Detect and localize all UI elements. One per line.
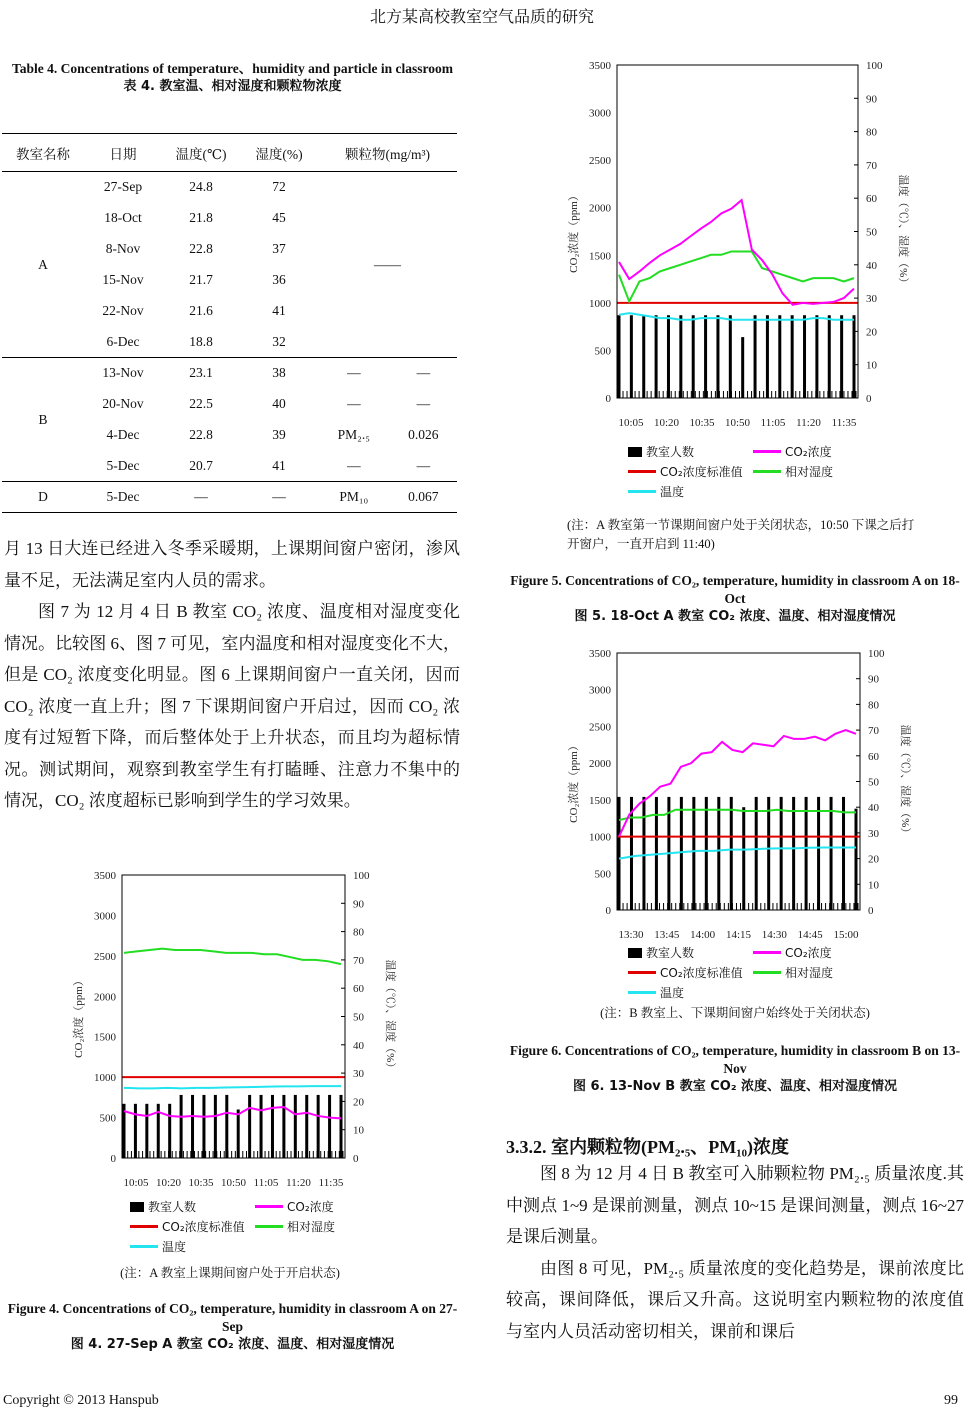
classroom-name: A <box>38 256 48 272</box>
legend-swatch <box>255 1225 283 1228</box>
y2-tick-label: 60 <box>866 193 877 206</box>
x-tick-label: 10:05 <box>123 1177 149 1189</box>
y2-tick-label: 10 <box>353 1124 364 1137</box>
y2-tick-label: 10 <box>868 879 879 892</box>
table-cell: — <box>416 365 431 381</box>
y-tick-label: 3000 <box>589 684 611 697</box>
col-header: 日期 <box>109 146 137 162</box>
occupancy-bar <box>180 1095 183 1158</box>
occupancy-bar <box>260 1095 263 1158</box>
humidity-line <box>619 810 856 820</box>
table-cell: 6-Dec <box>106 333 140 349</box>
y-tick-label: 2000 <box>589 758 611 771</box>
table-cell: PM₂.₅ <box>337 427 370 442</box>
y-tick-label: 1000 <box>94 1072 116 1085</box>
col-header: 温度(℃) <box>175 146 227 162</box>
legend-item-humidity <box>753 463 833 480</box>
y2-tick-label: 30 <box>353 1068 364 1081</box>
occupancy-bar <box>778 315 781 398</box>
occupancy-bar <box>317 1095 320 1158</box>
y2-tick-label: 50 <box>866 226 877 239</box>
y-tick-label: 3000 <box>94 910 116 923</box>
x-tick-label: 14:15 <box>725 929 752 941</box>
y2-tick-label: 80 <box>868 699 879 712</box>
x-tick-label: 11:20 <box>286 1177 311 1189</box>
legend-swatch <box>753 971 781 974</box>
y-tick-label: 500 <box>99 1112 116 1125</box>
table-cell: — <box>194 489 208 504</box>
particle-merged-cell: —— <box>374 256 401 272</box>
legend-item-humidity <box>753 964 833 981</box>
table-cell: 21.6 <box>189 303 213 318</box>
data-table <box>2 133 457 513</box>
occupancy-bar <box>680 797 683 910</box>
body-text-left <box>4 533 460 817</box>
occupancy-bar <box>214 1095 217 1158</box>
y2-tick-label: 70 <box>353 954 364 967</box>
legend-item-humidity <box>255 1218 335 1235</box>
y-axis-label: CO₂浓度（ppm） <box>568 740 580 823</box>
occupancy-bar <box>667 315 670 398</box>
legend-swatch <box>628 991 656 994</box>
occupancy-bar <box>828 315 831 398</box>
x-tick-label: 11:35 <box>318 1177 344 1189</box>
y2-tick-label: 40 <box>353 1039 364 1052</box>
table-cell: 18-Oct <box>104 210 142 225</box>
occupancy-bar <box>282 1095 285 1158</box>
y-tick-label: 0 <box>110 1153 116 1165</box>
figure-4-note: (注：A 教室上课期间窗户处于开启状态) <box>120 1266 340 1280</box>
y2-tick-label: 70 <box>866 159 877 172</box>
occupancy-bar <box>855 809 858 910</box>
copyright: Copyright © 2013 Hanspub <box>3 1393 159 1408</box>
y-tick-label: 2000 <box>94 991 116 1004</box>
y-tick-label: 2500 <box>589 155 611 168</box>
occupancy-bar <box>618 797 621 910</box>
table-row <box>2 482 457 513</box>
x-tick-label: 13:30 <box>618 929 644 941</box>
figure-caption-zh: 图 6. 13-Nov B 教室 CO₂ 浓度、温度、相对湿度情况 <box>572 1079 898 1094</box>
occupancy-bar <box>805 797 808 910</box>
y2-tick-label: 70 <box>868 725 879 738</box>
y2-tick-label: 0 <box>866 393 872 405</box>
co2-line <box>619 730 856 836</box>
table-cell: 18.8 <box>189 333 213 349</box>
figure-caption-en: Figure 4. Concentrations of CO₂, temperature, humidity in classroom A on 27-Sep <box>7 1301 458 1334</box>
y2-tick-label: 10 <box>866 359 877 372</box>
figure-caption-zh: 图 5. 18-Oct A 教室 CO₂ 浓度、温度、相对湿度情况 <box>574 609 896 624</box>
legend-label: 教室人数 <box>646 445 695 459</box>
legend-item-temperature <box>628 483 684 500</box>
legend-swatch <box>628 447 642 457</box>
co2-line <box>124 1107 341 1118</box>
occupancy-bar <box>842 797 845 910</box>
table-caption-en: Table 4. Concentrations of temperature、humidity and particle in classroom <box>11 61 454 76</box>
x-tick-label: 10:20 <box>155 1177 182 1189</box>
occupancy-bar <box>642 315 645 398</box>
legend-label: CO₂浓度 <box>785 946 832 960</box>
y-tick-label: 3500 <box>589 648 611 660</box>
table-cell: 36 <box>272 272 286 287</box>
y-tick-label: 0 <box>605 393 611 405</box>
occupancy-bar <box>168 1104 171 1158</box>
y2-tick-label: 60 <box>868 750 879 763</box>
y2-tick-label: 40 <box>866 259 877 272</box>
legend-label: CO₂浓度 <box>287 1200 334 1214</box>
y2-tick-label: 40 <box>868 802 879 815</box>
y2-tick-label: 100 <box>353 870 370 882</box>
y2-axis-label: 温度（℃）、湿度（%） <box>899 724 911 839</box>
table-cell: 21.7 <box>189 272 213 287</box>
table-caption-zh: 表 4. 教室温、相对湿度和颗粒物浓度 <box>123 79 342 94</box>
y2-axis-label: 温度（℃）、湿度（%） <box>897 174 909 289</box>
occupancy-bar <box>202 1095 205 1158</box>
occupancy-bar <box>340 1095 343 1158</box>
plot-frame <box>617 653 860 910</box>
occupancy-bar <box>271 1095 274 1158</box>
occupancy-bar <box>145 1104 148 1158</box>
legend-swatch <box>753 951 781 954</box>
occupancy-bar <box>791 315 794 398</box>
legend-item-occupancy <box>628 443 694 460</box>
occupancy-bar <box>618 315 621 398</box>
y2-tick-label: 0 <box>353 1153 359 1165</box>
figure-6-note: (注：B 教室上、下课期间窗户始终处于关闭状态) <box>600 1006 870 1020</box>
legend-swatch <box>628 470 656 473</box>
occupancy-bar <box>792 797 795 910</box>
table-cell: 0.026 <box>408 427 439 442</box>
table-row <box>2 358 457 389</box>
legend-item-occupancy <box>628 944 694 961</box>
y-tick-label: 1500 <box>589 250 611 263</box>
occupancy-bar <box>692 315 695 398</box>
occupancy-bar <box>853 315 856 398</box>
occupancy-bar <box>767 797 770 910</box>
col-header: 教室名称 <box>16 146 70 162</box>
table-cell: 38 <box>272 365 286 381</box>
occupancy-bar <box>780 797 783 910</box>
occupancy-bar <box>755 797 758 910</box>
y-tick-label: 1000 <box>589 831 611 844</box>
x-tick-label: 15:00 <box>833 929 859 941</box>
legend-swatch <box>628 971 656 974</box>
y-tick-label: 3500 <box>589 60 611 72</box>
humidity-line <box>124 949 341 965</box>
y2-tick-label: 90 <box>866 93 877 106</box>
table-cell: — <box>347 457 361 473</box>
legend-item-temperature <box>130 1238 186 1255</box>
figure-6-caption <box>505 1042 965 1096</box>
x-tick-label: 11:05 <box>253 1177 279 1189</box>
occupancy-bar <box>716 315 719 398</box>
y-tick-label: 2000 <box>589 202 611 215</box>
section-heading: 3.3.2. 室内颗粒物(PM₂.₅、PM₁₀)浓度 <box>506 1137 790 1157</box>
occupancy-bar <box>679 315 682 398</box>
legend-item-temperature <box>628 984 684 1001</box>
figure-4-chart <box>60 860 396 1190</box>
legend-label: 温度 <box>660 485 685 499</box>
paragraph: 月 13 日大连已经进入冬季采暖期，上课期间窗户密闭，渗风量不足，无法满足室内人员的需求。 <box>4 539 460 590</box>
occupancy-bar <box>630 315 633 398</box>
occupancy-bar <box>237 1109 240 1158</box>
x-tick-label: 14:30 <box>761 929 787 941</box>
temperature-line <box>619 313 854 320</box>
col-header: 湿度(%) <box>255 146 303 162</box>
legend-label: CO₂浓度标准值 <box>660 465 743 479</box>
x-tick-label: 13:45 <box>654 929 680 941</box>
paragraph: 由图 8 可见，PM₂.₅ 质量浓度的变化趋势是，课前浓度比较高，课间降低，课后又升高。这说明室内颗粒物的浓度值与室内人员活动密切相关，课前和课后 <box>506 1258 964 1341</box>
occupancy-bar <box>840 315 843 398</box>
legend-label: 温度 <box>660 986 685 1000</box>
y-tick-label: 0 <box>605 905 611 917</box>
table-cell: 15-Nov <box>102 272 144 287</box>
table-cell: 13-Nov <box>102 365 144 381</box>
y-tick-label: 2500 <box>94 950 116 963</box>
table-cell: 20-Nov <box>102 396 144 411</box>
table-cell: 41 <box>272 303 286 318</box>
x-tick-label: 10:50 <box>220 1177 247 1189</box>
figure-5-chart <box>555 55 915 445</box>
table-cell: 5-Dec <box>106 489 140 504</box>
figure-6-legend <box>628 944 888 1000</box>
x-tick-label: 11:35 <box>831 417 857 429</box>
x-tick-label: 10:35 <box>188 1177 214 1189</box>
figure-6-chart <box>555 645 915 945</box>
x-tick-label: 10:50 <box>724 417 751 429</box>
table-cell: 22-Nov <box>102 303 144 318</box>
figure-caption-zh: 图 4. 27-Sep A 教室 CO₂ 浓度、温度、相对湿度情况 <box>70 1337 395 1352</box>
legend-label: 教室人数 <box>646 946 695 960</box>
table-header-row <box>2 134 457 172</box>
legend-swatch <box>753 470 781 473</box>
classroom-name: D <box>38 489 48 504</box>
table-cell: 22.8 <box>189 427 213 442</box>
table-cell: 21.8 <box>189 210 213 225</box>
y-axis-label: CO₂浓度（ppm） <box>568 190 580 273</box>
occupancy-bar <box>705 797 708 910</box>
occupancy-bar <box>754 315 757 398</box>
table-cell: — <box>416 457 431 473</box>
table-cell: 37 <box>272 241 286 256</box>
x-tick-label: 10:05 <box>618 417 644 429</box>
legend-item-co2 <box>753 443 832 460</box>
figure-caption-en: Figure 6. Concentrations of CO₂, temperature, humidity in classroom B on 13-Nov <box>509 1043 961 1076</box>
classroom-name: B <box>38 411 48 427</box>
legend-label: 相对湿度 <box>287 1220 336 1234</box>
temperature-line <box>124 1086 341 1088</box>
legend-label: 温度 <box>162 1240 187 1254</box>
occupancy-bar <box>305 1095 308 1158</box>
x-tick-label: 11:20 <box>796 417 821 429</box>
occupancy-bar <box>766 315 769 398</box>
plot-frame <box>617 65 858 398</box>
occupancy-bar <box>830 797 833 910</box>
y-tick-label: 500 <box>594 868 611 881</box>
occupancy-bar <box>642 797 645 910</box>
legend-item-co2 <box>753 944 832 961</box>
table-cell: 41 <box>272 457 286 473</box>
occupancy-bar <box>294 1095 297 1158</box>
paragraph: 图 8 为 12 月 4 日 B 教室可入肺颗粒物 PM₂.₅ 质量浓度.其中测点 1~9 是课前测量，测点 10~15 是课间测量，测点 16~27 是课后测量。 <box>506 1164 964 1246</box>
y-tick-label: 3000 <box>589 107 611 120</box>
legend-label: CO₂浓度 <box>785 445 832 459</box>
table-cell: 27-Sep <box>103 179 143 195</box>
occupancy-bar <box>248 1095 251 1158</box>
table-row <box>2 172 457 203</box>
occupancy-bar <box>741 337 744 398</box>
x-tick-label: 10:35 <box>689 417 715 429</box>
legend-item-standard <box>628 463 743 480</box>
figure-5-caption <box>505 572 965 626</box>
y2-tick-label: 80 <box>866 126 877 139</box>
body-text-right <box>506 1158 964 1347</box>
table-cell: 22.5 <box>189 396 213 411</box>
y2-tick-label: 60 <box>353 983 364 996</box>
occupancy-bar <box>742 807 745 910</box>
figure-4-caption <box>5 1300 460 1354</box>
y-tick-label: 2500 <box>589 721 611 734</box>
table-cell: — <box>347 365 361 381</box>
y2-tick-label: 50 <box>353 1011 364 1024</box>
legend-item-occupancy <box>130 1198 196 1215</box>
col-header: 颗粒物(mg/m³) <box>344 146 431 162</box>
page-number: 99 <box>944 1393 958 1408</box>
y2-tick-label: 30 <box>866 293 877 306</box>
y-tick-label: 3500 <box>94 870 116 882</box>
occupancy-bar <box>704 315 707 398</box>
table-cell: 40 <box>272 396 286 411</box>
table-cell: 20.7 <box>189 457 213 473</box>
figure-5-note: (注：A 教室第一节课期间窗户处于关闭状态，10:50 下课之后打开窗户，一直开启到 11:40) <box>567 518 915 551</box>
y2-tick-label: 0 <box>868 905 874 917</box>
occupancy-bar <box>655 315 658 398</box>
y2-tick-label: 20 <box>353 1096 364 1109</box>
legend-label: 教室人数 <box>148 1200 197 1214</box>
paragraph: 图 7 为 12 月 4 日 B 教室 CO₂ 浓度、温度相对湿度变化情况。比较图 6、图 7 可见，室内温度和相对湿度变化不大，但是 CO₂ 浓度变化明显。图 6 上课期间窗户一直关闭，因而 CO₂ 浓度一直上升；图 7 下课期间窗户开启过，因而 CO₂ 浓度有过短暂下降，而后整体处于上升状态，而且均为超标情况。测试期间，观察到教室学生有打瞌睡、注意力不集中的情况，CO₂ 浓度超标已影响到学生的学习效果。 <box>4 602 460 810</box>
legend-swatch <box>255 1205 283 1208</box>
table-cell: — <box>416 396 431 411</box>
table-cell: 23.1 <box>189 365 213 381</box>
table-cell: 32 <box>272 333 286 349</box>
y2-tick-label: 50 <box>868 776 879 789</box>
table-cell: PM₁₀ <box>339 489 369 504</box>
x-tick-label: 14:45 <box>797 929 823 941</box>
table-cell: 5-Dec <box>106 457 140 473</box>
x-tick-label: 10:20 <box>653 417 680 429</box>
occupancy-bar <box>225 1095 228 1158</box>
temperature-line <box>619 848 856 859</box>
figure-5-legend <box>628 443 888 503</box>
occupancy-bar <box>803 315 806 398</box>
x-tick-label: 14:00 <box>690 929 716 941</box>
table-cell: — <box>347 396 361 411</box>
legend-item-co2 <box>255 1198 334 1215</box>
occupancy-bar <box>729 315 732 398</box>
legend-label: 相对湿度 <box>785 966 834 980</box>
y2-tick-label: 100 <box>866 60 883 72</box>
x-tick-label: 11:05 <box>760 417 786 429</box>
occupancy-bar <box>328 1095 331 1158</box>
occupancy-bar <box>730 797 733 910</box>
legend-label: CO₂浓度标准值 <box>660 966 743 980</box>
legend-swatch <box>628 948 642 958</box>
table-cell: 72 <box>272 179 286 195</box>
y2-tick-label: 100 <box>868 648 885 660</box>
table-caption <box>5 60 460 96</box>
table-cell: 24.8 <box>189 179 213 195</box>
occupancy-bar <box>815 315 818 398</box>
y-tick-label: 1500 <box>94 1031 116 1044</box>
occupancy-bar <box>717 797 720 910</box>
y-axis-label: CO₂浓度（ppm） <box>73 975 85 1058</box>
occupancy-bar <box>817 797 820 910</box>
y-tick-label: 1000 <box>589 297 611 310</box>
table-cell: 4-Dec <box>106 427 140 442</box>
figure-caption-en: Figure 5. Concentrations of CO₂, temperature, humidity in classroom A on 18-Oct <box>510 573 960 606</box>
legend-item-standard <box>130 1218 245 1235</box>
table-cell: — <box>272 489 286 504</box>
legend-swatch <box>130 1202 144 1212</box>
table-cell: 39 <box>272 427 286 442</box>
running-header: 北方某高校教室空气品质的研究 <box>369 9 594 26</box>
y-tick-label: 1500 <box>589 794 611 807</box>
figure-4-legend <box>130 1198 390 1258</box>
y2-tick-label: 20 <box>868 853 879 866</box>
y2-axis-label: 温度（℃）、湿度（%） <box>384 959 396 1074</box>
legend-item-standard <box>628 964 743 981</box>
legend-label: CO₂浓度标准值 <box>162 1220 245 1234</box>
legend-swatch <box>628 490 656 493</box>
y2-tick-label: 30 <box>868 827 879 840</box>
y-tick-label: 500 <box>594 345 611 358</box>
occupancy-bar <box>191 1095 194 1158</box>
legend-swatch <box>130 1245 158 1248</box>
y2-tick-label: 80 <box>353 926 364 939</box>
occupancy-bar <box>692 797 695 910</box>
legend-swatch <box>753 450 781 453</box>
legend-swatch <box>130 1225 158 1228</box>
y2-tick-label: 20 <box>866 326 877 339</box>
table-cell: 0.067 <box>408 489 439 504</box>
y2-tick-label: 90 <box>353 898 364 911</box>
y2-tick-label: 90 <box>868 673 879 686</box>
legend-label: 相对湿度 <box>785 465 834 479</box>
plot-frame <box>122 875 345 1158</box>
table-cell: 8-Nov <box>105 241 141 256</box>
table-cell: 45 <box>272 210 286 225</box>
occupancy-bar <box>134 1104 137 1158</box>
table-cell: 22.8 <box>189 241 213 256</box>
